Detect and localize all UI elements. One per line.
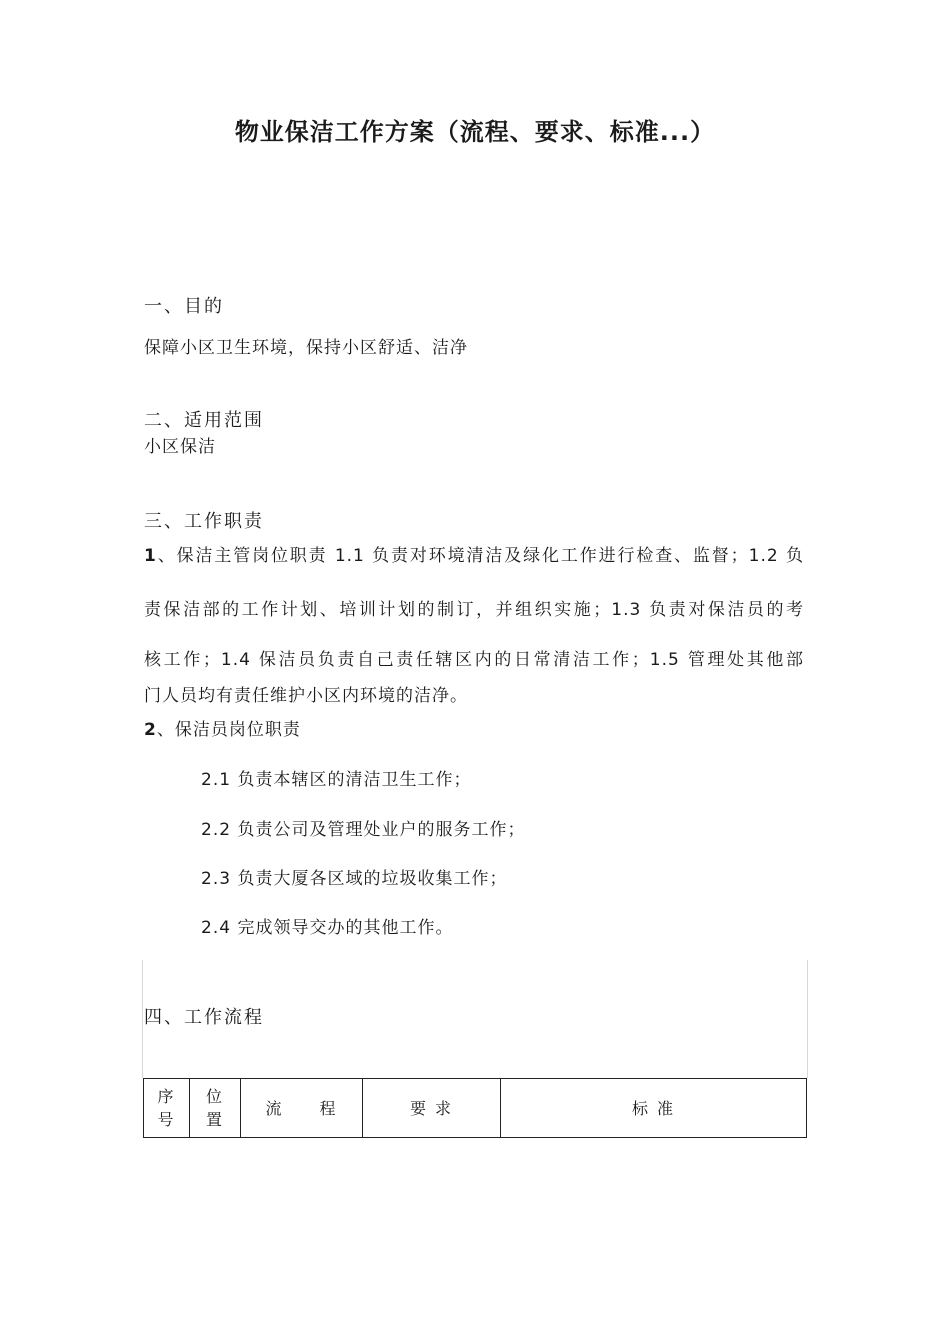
duty-item1-line1: 1、保洁主管岗位职责 1.1 负责对环境清洁及绿化工作进行检查、监督；1.2 负 [144,546,804,566]
duty-sub-2-1: 2.1 负责本辖区的清洁卫生工作； [201,770,472,790]
duty-sub-2-3: 2.3 负责大厦各区域的垃圾收集工作； [201,869,508,889]
table-header-row [144,1079,807,1138]
duty-item1-line3: 核工作；1.4 保洁员负责自己责任辖区内的日常清洁工作；1.5 管理处其他部 [144,650,804,670]
table-frame-right [807,960,808,1078]
document-title: 物业保洁工作方案（流程、要求、标准...） [234,118,716,146]
duty-sub-2-2: 2.2 负责公司及管理处业户的服务工作； [201,820,526,840]
duty-sub-2-4: 2.4 完成领导交办的其他工作。 [201,918,454,938]
header-cell-standard: 标 准 [501,1079,807,1138]
section-heading-purpose: 一、目的 [144,296,224,317]
section-heading-duties: 三、工作职责 [144,511,264,532]
section-heading-scope: 二、适用范围 [144,410,264,431]
header-cell-sequence: 序 号 [144,1079,190,1138]
header-cell-process: 流 程 [241,1079,363,1138]
section-heading-workflow: 四、工作流程 [144,1007,264,1028]
duty-item2-heading: 2、保洁员岗位职责 [144,720,301,740]
duty-item1-line4: 门人员均有责任维护小区内环境的洁净。 [144,686,468,706]
duty-item1-line2: 责保洁部的工作计划、培训计划的制订，并组织实施；1.3 负责对保洁员的考 [144,600,804,620]
header-cell-position: 位 置 [190,1079,241,1138]
section-body-purpose: 保障小区卫生环境，保持小区舒适、洁净 [144,338,468,358]
header-cell-requirement: 要 求 [363,1079,501,1138]
workflow-table [143,1078,807,1138]
duty-item2-number: 2 [144,720,157,740]
duty-item1-number: 1 [144,546,157,566]
table-frame-left [142,960,143,1078]
section-body-scope: 小区保洁 [144,437,216,457]
